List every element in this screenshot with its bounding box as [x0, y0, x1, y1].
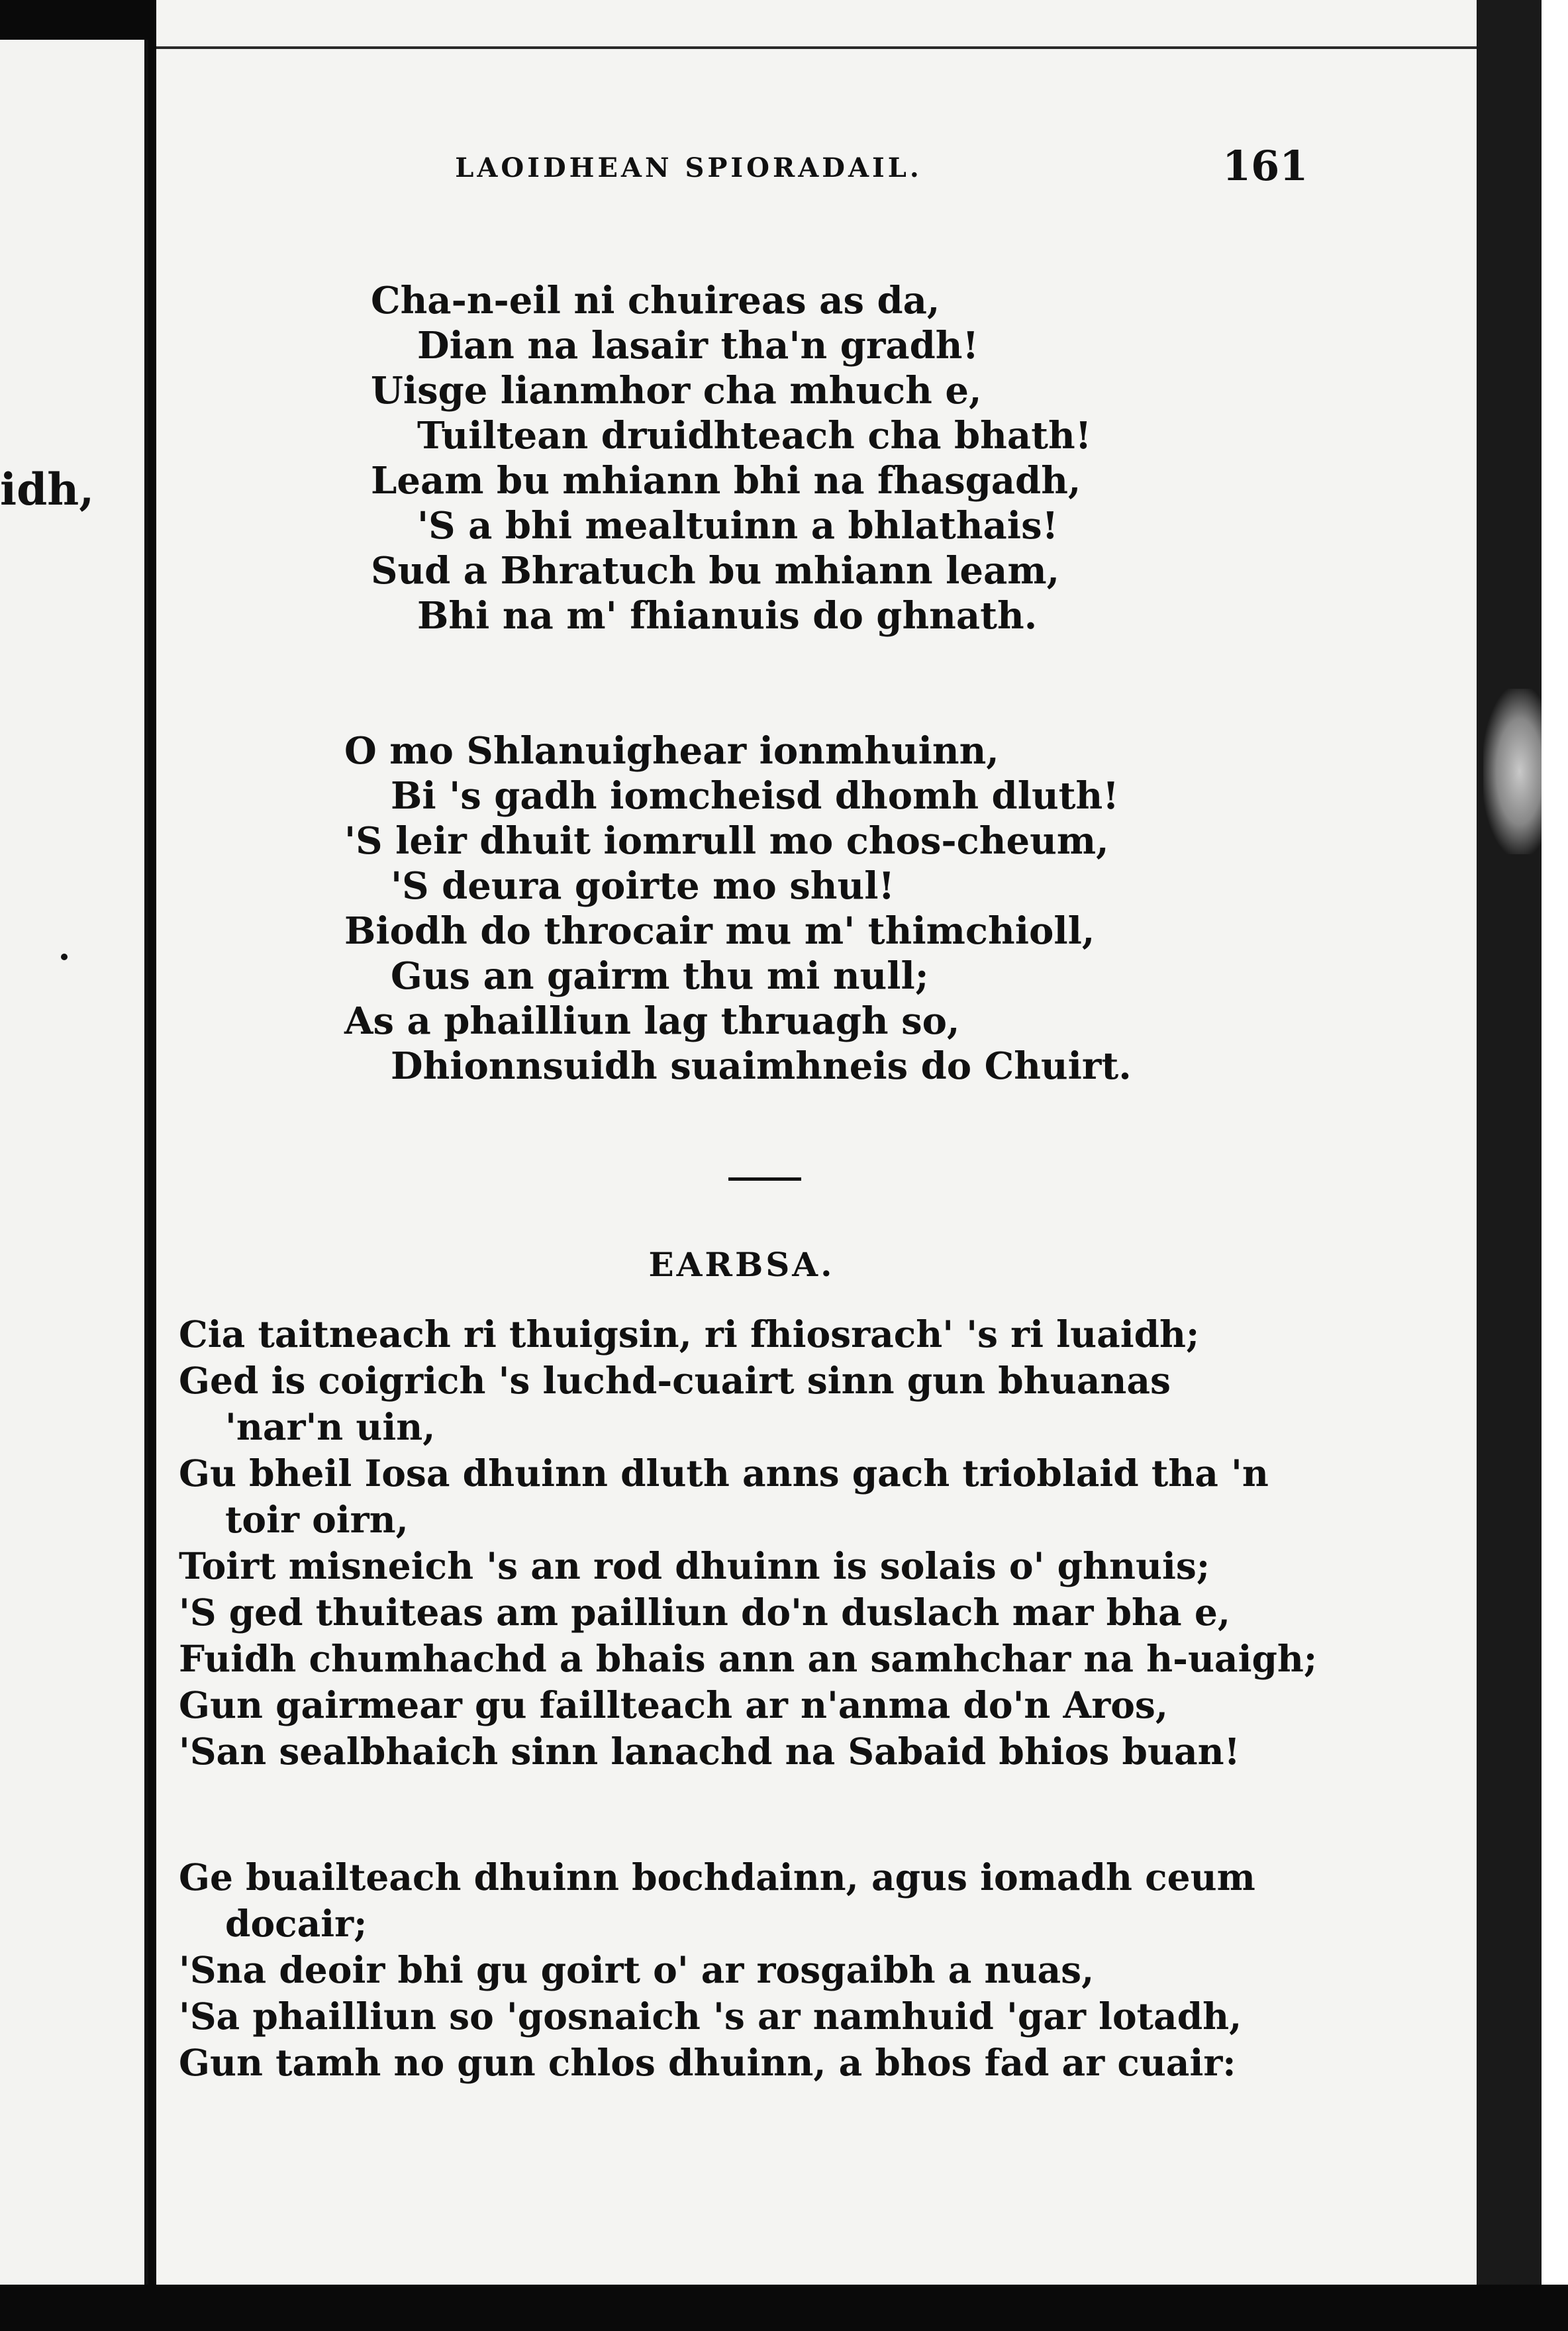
verse-line: 'Sna deoir bhi gu goirt o' ar rosgaibh a nuas, — [179, 1948, 1095, 1991]
verse-line: Gus an gairm thu mi null; — [391, 954, 929, 998]
scanner-background-bottom — [0, 2285, 1568, 2331]
facing-page-text-fragment: idh, — [0, 464, 95, 515]
verse-line: Ged is coigrich 's luchd-cuairt sinn gun bhuanas — [179, 1359, 1171, 1402]
verse-line: 'S ged thuiteas am pailliun do'n duslach mar bha e, — [179, 1591, 1230, 1634]
verse-line: 'Sa phailliun so 'gosnaich 's ar namhuid 'gar lotadh, — [179, 1995, 1242, 2038]
verse-line: Dhionnsuidh suaimhneis do Chuirt. — [391, 1044, 1132, 1088]
verse-line: Gun tamh no gun chlos dhuinn, a bhos fad ar cuair: — [179, 2041, 1236, 2084]
verse-line: 'S a bhi mealtuinn a bhlathais! — [417, 504, 1059, 548]
verse-line: 'San sealbhaich sinn lanachd na Sabaid bhios buan! — [179, 1730, 1240, 1773]
verse-line: 'S deura goirte mo shul! — [391, 864, 895, 908]
verse-line-continuation: toir oirn, — [225, 1498, 409, 1541]
verse-line: Bhi na m' fhianuis do ghnath. — [417, 594, 1038, 638]
verse-line: Leam bu mhiann bhi na fhasgadh, — [371, 459, 1081, 503]
verse-line-continuation: docair; — [225, 1902, 368, 1945]
verse-line: 'S leir dhuit iomrull mo chos-cheum, — [344, 819, 1109, 863]
book-binding-shadow — [1477, 0, 1543, 2331]
section-title: EARBSA. — [648, 1245, 835, 1284]
verse-line: O mo Shlanuighear ionmhuinn, — [344, 729, 999, 773]
verse-line: Toirt misneich 's an rod dhuinn is solais o' ghnuis; — [179, 1544, 1210, 1587]
verse-line: Biodh do throcair mu m' thimchioll, — [344, 909, 1095, 953]
running-head: LAOIDHEAN SPIORADAIL. — [455, 152, 922, 183]
verse-line: Fuidh chumhachd a bhais ann an samhchar na h-uaigh; — [179, 1637, 1318, 1680]
scanner-background-edge — [1542, 0, 1568, 2331]
section-divider — [728, 1177, 801, 1181]
verse-line: Cia taitneach ri thuigsin, ri fhiosrach' 's ri luaidh; — [179, 1313, 1200, 1356]
earbsa-stanza-2 — [179, 1854, 1255, 2086]
verse-line-continuation: 'nar'n uin, — [225, 1405, 436, 1448]
page-number: 161 — [1222, 142, 1308, 190]
earbsa-stanza-1 — [179, 1311, 1318, 1775]
verse-line: Ge buailteach dhuinn bochdainn, agus iomadh ceum — [179, 1856, 1255, 1899]
hymn-stanza-2 — [344, 728, 1132, 1089]
verse-line: Dian na lasair tha'n gradh! — [417, 324, 979, 368]
verse-line: Uisge lianmhor cha mhuch e, — [371, 369, 982, 413]
facing-page-edge — [0, 40, 148, 2331]
page-top-margin — [156, 0, 1481, 46]
verse-line: Sud a Bhratuch bu mhiann leam, — [371, 549, 1060, 593]
verse-line: Bi 's gadh iomcheisd dhomh dluth! — [391, 774, 1119, 818]
verse-line: Tuiltean druidhteach cha bhath! — [417, 414, 1092, 458]
verse-line: As a phailliun lag thruagh so, — [344, 999, 960, 1043]
hymn-stanza-1 — [371, 278, 1091, 638]
verse-line: Gun gairmear gu faillteach ar n'anma do'n Aros, — [179, 1683, 1168, 1726]
verse-line: Cha-n-eil ni chuireas as da, — [371, 279, 940, 322]
facing-page-mark — [61, 954, 68, 960]
verse-line: Gu bheil Iosa dhuinn dluth anns gach trioblaid tha 'n — [179, 1452, 1269, 1495]
